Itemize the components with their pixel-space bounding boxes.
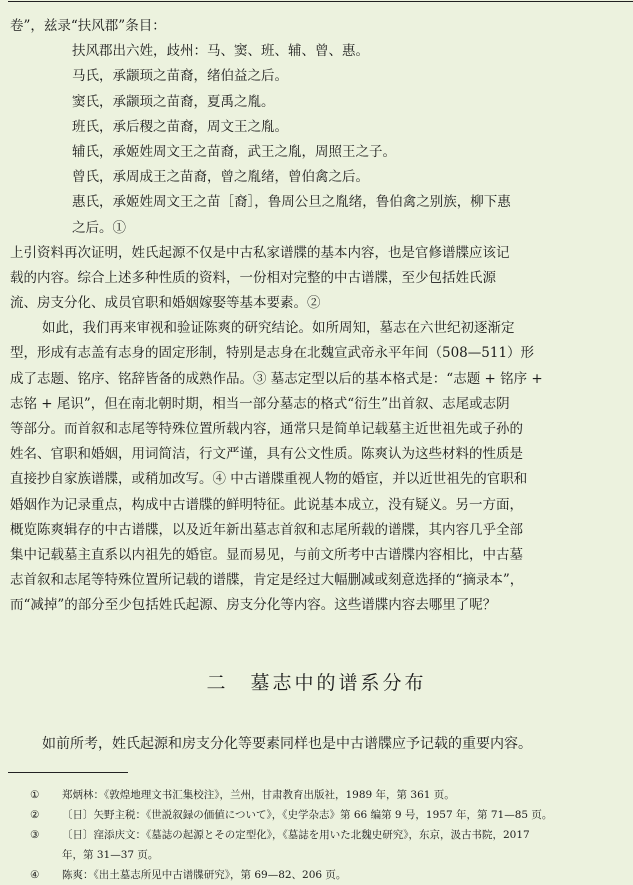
top-rule bbox=[8, 1, 633, 2]
footnote-text-continuation: 年，第 31—37 页。 bbox=[62, 849, 159, 861]
text-line: 马氏，承颛顼之苗裔，绪伯益之后。 bbox=[72, 68, 288, 85]
main-text bbox=[10, 14, 606, 619]
text-line: 卷”，兹录“扶风郡”条目： bbox=[10, 18, 166, 34]
text-line: 之后。① bbox=[72, 219, 126, 236]
text-line: 集中记载墓主直系以内祖先的婚宦。显而易见，与前文所考中古谱牒内容相比，中古墓 bbox=[10, 546, 523, 563]
text-line: 成了志题、铭序、铭辞皆备的成熟作品。③ 墓志定型以后的基本格式是：“志题 + 铭序 + bbox=[10, 370, 543, 387]
text-line: 如此，我们再来审视和验证陈爽的研究结论。如所周知，墓志在六世纪初逐渐定 bbox=[42, 320, 515, 337]
text-line: 扶风郡出六姓，歧州：马、窦、班、辅、曾、惠。 bbox=[72, 43, 369, 60]
text-line: 姓名、官职和婚姻，用词简洁，行文严谨，具有公文性质。陈爽认为这些材料的性质是 bbox=[10, 446, 523, 463]
section-opening-paragraph: 如前所考，姓氏起源和房支分化等要素同样也是中古谱牒应予记载的重要内容。 bbox=[42, 736, 532, 752]
text-line: 班氏，承后稷之苗裔，周文王之胤。 bbox=[72, 118, 288, 135]
text-line: 上引资料再次证明，姓氏起源不仅是中古私家谱牒的基本内容，也是官修谱牒应该记 bbox=[10, 244, 510, 261]
section-title: 二 墓志中的谱系分布 bbox=[206, 672, 427, 694]
text-line: 婚姻作为记录重点，构成中古谱牒的鲜明特征。此说基本成立，没有疑义。另一方面， bbox=[10, 496, 523, 513]
text-line: 直接抄自家族谱牒，或稍加改写。④ 中古谱牒重视人物的婚宦，并以近世祖先的官职和 bbox=[10, 471, 528, 488]
text-line: 志铭 + 尾识”，但在南北朝时期，相当一部分墓志的格式“衍生”出首叙、志尾或志阴 bbox=[10, 395, 510, 412]
footnote-number: ④ bbox=[30, 869, 40, 881]
text-line: 流、房支分化、成员官职和婚姻嫁娶等基本要素。② bbox=[10, 295, 321, 312]
footnote-number: ② bbox=[30, 809, 40, 821]
text-line: 窦氏，承颛顼之苗裔，夏禹之胤。 bbox=[72, 93, 275, 110]
text-line: 等部分。而首叙和志尾等特殊位置所载内容，通常只是简单记载墓主近世祖先或子孙的 bbox=[10, 421, 523, 437]
text-line: 惠氏，承姬姓周文王之苗［裔］，鲁周公旦之胤绪，鲁伯禽之别族，柳下惠 bbox=[72, 194, 511, 211]
footnote-rule bbox=[8, 772, 128, 773]
text-line: 曾氏，承周成王之苗裔，曾之胤绪，曾伯禽之后。 bbox=[72, 169, 369, 186]
text-line: 型，形成有志盖有志身的固定形制，特别是志身在北魏宣武帝永平年间（508—511）形 bbox=[10, 345, 535, 362]
footnote-number: ① bbox=[30, 789, 40, 801]
text-line: 而“减掉”的部分至少包括姓氏起源、房支分化等内容。这些谱牒内容去哪里了呢？ bbox=[10, 597, 497, 614]
text-line: 概览陈爽辑存的中古谱牒，以及近年新出墓志首叙和志尾所载的谱牒，其内容几乎全部 bbox=[10, 521, 523, 538]
text-line: 载的内容。综合上述多种性质的资料，一份相对完整的中古谱牒，至少包括姓氏源 bbox=[10, 269, 496, 286]
footnote-text: 陈爽：《出土墓志所见中古谱牒研究》，第 69—82、206 页。 bbox=[62, 869, 347, 881]
footnote-text: 〔日〕矢野主税：《世説叙録の価値について》，《史学杂志》第 66 编第 9 号，1957 年，第 71—85 页。 bbox=[62, 809, 553, 821]
text-line: 志首叙和志尾等特殊位置所记载的谱牒，肯定是经过大幅删减或刻意选择的“摘录本”， bbox=[10, 572, 524, 589]
footnote-text: 郑炳林：《敦煌地理文书汇集校注》，兰州，甘肃教育出版社，1989 年，第 361 页。 bbox=[62, 789, 455, 801]
footnote-text: 〔日〕窪添庆文：《墓誌の起源とその定型化》，《墓誌を用いた北魏史研究》，东京，汲古书院，2017 bbox=[62, 829, 530, 841]
footnotes bbox=[30, 785, 610, 885]
footnote-number: ③ bbox=[30, 829, 40, 841]
text-line: 辅氏，承姬姓周文王之苗裔，武王之胤，周照王之子。 bbox=[72, 143, 396, 160]
footnote bbox=[30, 825, 610, 865]
footnote bbox=[30, 865, 610, 885]
footnote bbox=[30, 785, 610, 805]
footnote bbox=[30, 805, 610, 825]
